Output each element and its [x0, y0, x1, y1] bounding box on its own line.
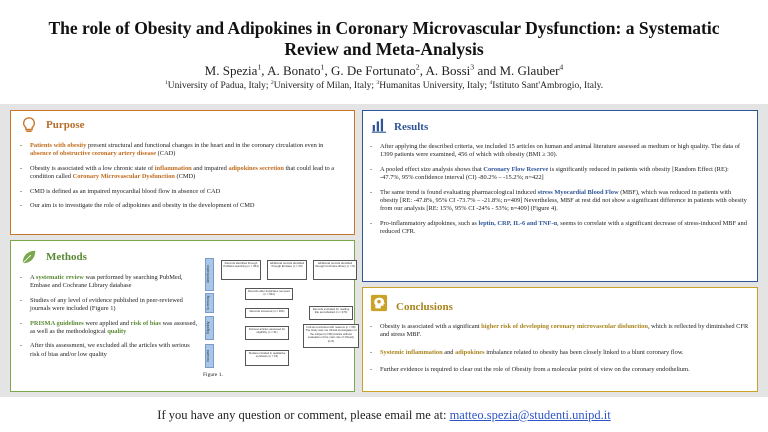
list-item: - Pro-inflammatory adipokines, such as leptin, CRP, IL-6 and TNF-α, seems to correlate with a significant decrease of stress-induced MBF and reduced CFR. — [370, 220, 750, 237]
flow-box: Records screened (n = 364) — [245, 308, 289, 318]
list-item: - Obesity is associated with a significant higher risk of developing coronary microvascular disfunction, which is reflected by diminished CFR and stress MBF. — [370, 323, 750, 340]
list-item: - Systemic inflammation and adipokines imbalance related to obesity has been closely linked to a blunt coronary flow. — [370, 349, 750, 357]
author: A. Bossi$^3$ — [425, 62, 475, 78]
list-item: - Studies of any level of evidence published in peer-reviewed journals were included (Figure 1) — [20, 297, 198, 314]
footer — [0, 398, 768, 432]
list-item: - The same trend is found evaluating pharmacological induced stress Myocardial Blood Flow (MBF), which was reduced in patients with obesity [RE: -47.8%, 95% CI -73.7% – -21.8%; n=409] Nevertheless, MBF at rest did not show a significant difference in patients with obesity from our analysis [RE: 15%, 95% CI -24% - 53%; n=409] (Figure 4). — [370, 189, 750, 214]
prisma-flow-diagram — [205, 258, 363, 370]
author: M. Spezia$^1$ — [204, 62, 262, 78]
bar-chart-icon — [370, 116, 388, 134]
list-item: - Our aim is to investigate the role of adipokines and obesity in the development of CMD — [20, 202, 345, 210]
footer-text: If you have any question or comment, please email me at: — [157, 408, 450, 422]
figure-caption: Figure 1. — [203, 372, 223, 378]
leaf-icon — [20, 248, 38, 266]
list-item: - After this assessment, we excluded all the articles with serious risk of bias and/or low quality — [20, 342, 198, 359]
methods-list — [20, 274, 198, 365]
methods-title: Methods — [46, 251, 87, 263]
flow-stage: Identification — [205, 258, 214, 291]
purpose-list — [20, 142, 345, 216]
list-item: - Patients with obesity present structural and functional changes in the heart and in the coronary circulation even in absence of obstructive coronary artery disease (CAD) — [20, 142, 345, 159]
author-list: M. Spezia$^1$, A. Bonato$^1$, G. De Fortunato$^2$, A. Bossi$^3$ and M. Glauber$^4$ — [204, 62, 564, 78]
list-item: - A systematic review was performed by searching PubMed, Embase and Cochrane Library database — [20, 274, 198, 291]
author: G. De Fortunato$^2$ — [330, 62, 420, 78]
head-gears-icon — [370, 294, 388, 312]
purpose-title: Purpose — [46, 119, 85, 131]
flow-box: Records identified through PubMed searching (n = 364) — [221, 260, 261, 280]
list-item: - After applying the described criteria, we included 15 articles on human and animal literature assessed as medium or high quality. The data of 1399 patients were examined, 456 of which with obesity (BMI ≥ 30). — [370, 143, 750, 160]
flow-stage: Included — [205, 344, 214, 368]
author: M. Glauber$^4$ — [499, 62, 564, 78]
poster-title: The role of Obesity and Adipokines in Coronary Microvascular Dysfunction: a Systematic Review and Meta-Analysis — [48, 18, 720, 59]
affiliations: $^1$University of Padua, Italy; $^2$University of Milan, Italy; $^3$Humanitas University, Italy; $^4$Istituto Sant'Ambrogio, Italy. — [164, 79, 604, 91]
flow-stage: Screening — [205, 293, 214, 313]
poster-header — [0, 0, 768, 106]
list-item: - CMD is defined as an impaired myocardial blood flow in absence of CAD — [20, 188, 345, 196]
flow-box: Full-text excluded with reasons (n = 68) The study was not clinical investigation of the subject (n=38) Articles without evaluation of the main role of Obesity (n=4) — [303, 324, 359, 348]
list-item: - A pooled effect size analysis shows that Coronary Flow Reserve is significantly reduced in patients with obesity [Random Effect (RE): -47.7%, 95% confidence interval (CI) -80.2% – -15.2%; n=422] — [370, 166, 750, 183]
author: A. Bonato$^1$ — [267, 62, 325, 78]
flow-box: Additional records identified through Embase (n = 23) — [267, 260, 307, 280]
list-item: - Further evidence is required to clear out the role of Obesity from a molecular point of view on the coronary endothelium. — [370, 366, 750, 374]
list-item: - Obesity is associated with a low chronic state of inflammation and impaired adipokines secretion that could lead to a condition called Coronary Microvascular Dysfunction (CMD) — [20, 165, 345, 182]
results-list — [370, 143, 750, 243]
flow-box: Records excluded for reading title and abstract (n = 273) — [309, 306, 353, 320]
flow-box: Records after duplicates removed (n = 364) — [245, 288, 293, 300]
conclusions-title: Conclusions — [396, 301, 453, 313]
flow-box: Additional records identified through Cochrane library (n = 8) — [313, 260, 357, 280]
results-title: Results — [394, 121, 429, 133]
flow-box: Full-text articles assessed for eligibility (n = 91) — [245, 326, 289, 340]
flow-stage: Eligibility — [205, 316, 214, 340]
flow-box: Studies included in qualitative synthesis (n = 15) — [245, 350, 289, 366]
contact-email-link[interactable]: matteo.spezia@studenti.unipd.it — [449, 408, 611, 422]
lightbulb-icon — [20, 116, 38, 134]
list-item: - PRISMA guidelines were applied and risk of bias was assessed, as well as the methodological quality — [20, 320, 198, 337]
conclusions-list — [370, 323, 750, 381]
